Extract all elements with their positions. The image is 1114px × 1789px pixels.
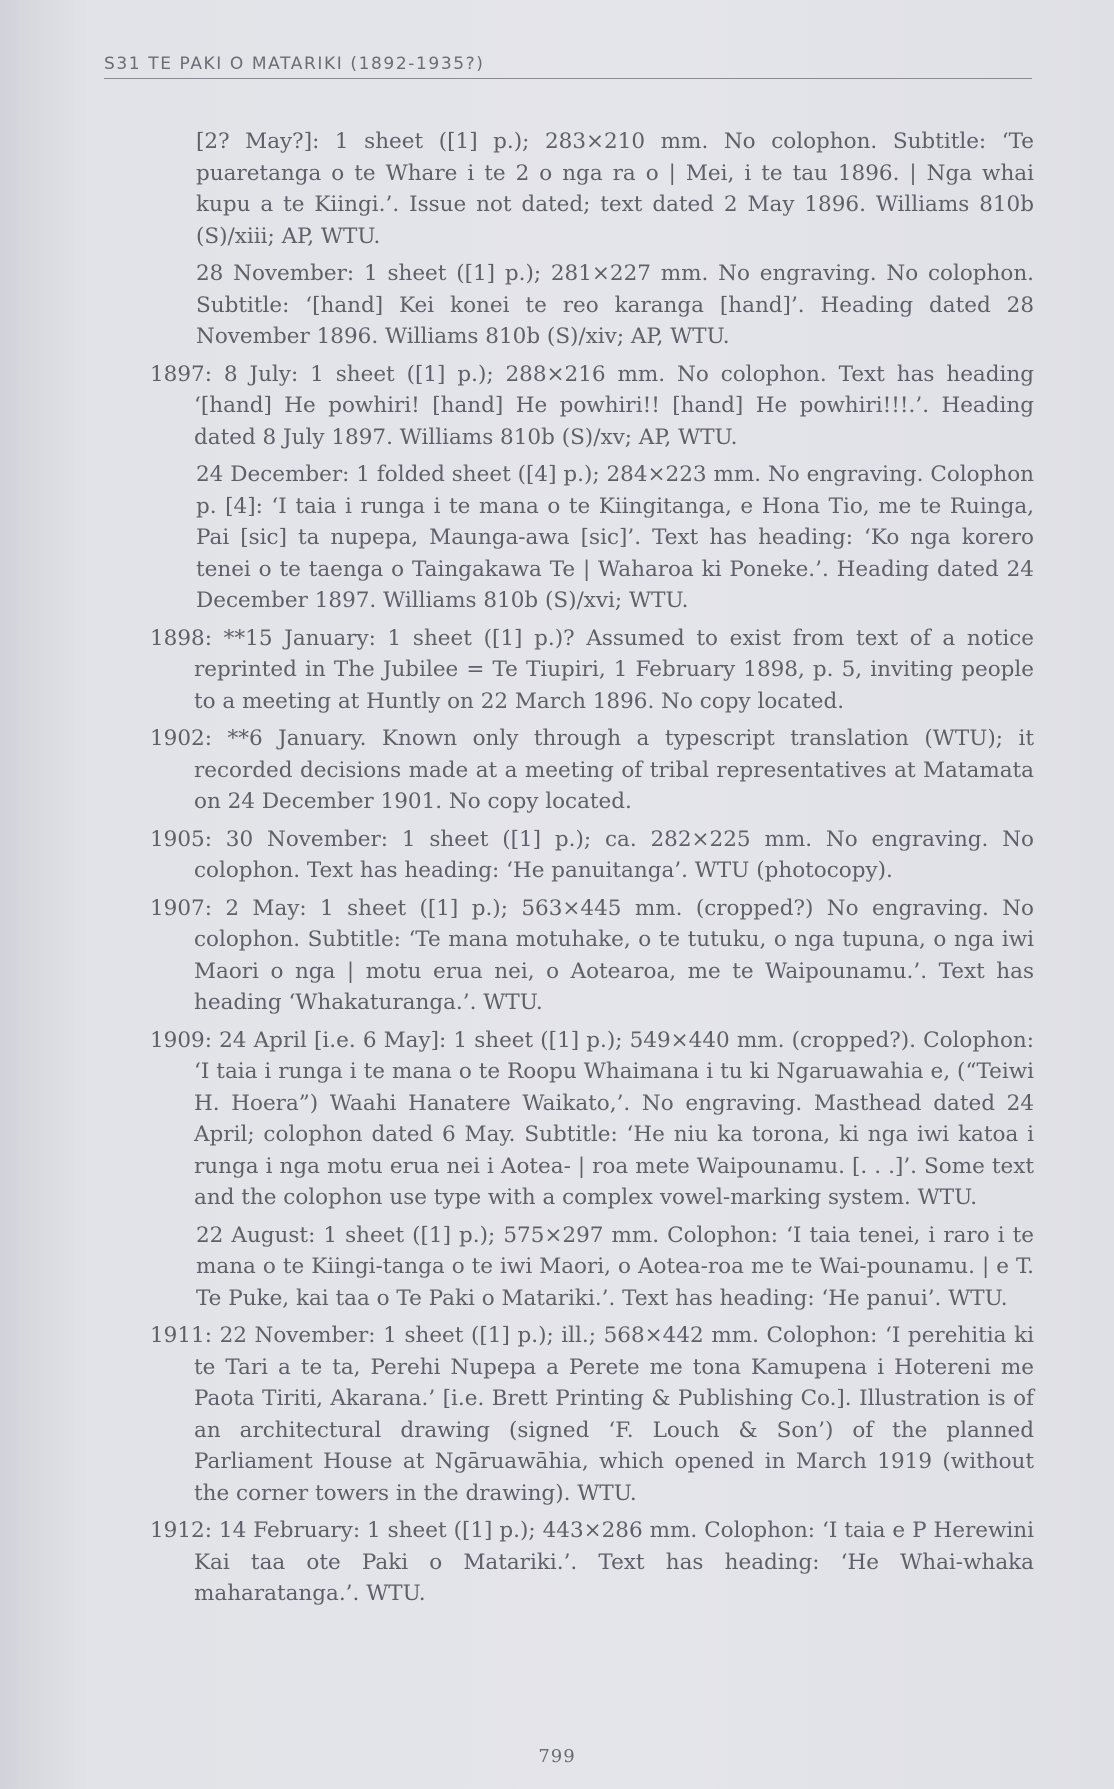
running-head: S31 TE PAKI O MATARIKI (1892-1935?) xyxy=(104,54,1032,79)
entry-1909-august: 22 August: 1 sheet ([1] p.); 575×297 mm. Colophon: ‘I taia tenei, i raro i te mana o te Kiingi-tanga o te iwi Maori, o Aotea-roa me te Wai-pounamu. | e T. Te Puke, kai taa o Te Paki o Matariki.’. Text has heading: ‘He panui’. WTU. xyxy=(196,1222,1034,1311)
entry-1911: 1911: 22 November: 1 sheet ([1] p.); ill.; 568×442 mm. Colophon: ‘I perehitia ki te Tari a te ta, Perehi Nupepa a Perete me tona Kamupena i Hotereni me Paota Tiriti, Akarana.’ [i.e. Brett Printing & Publishing Co.]. Illustration is of an architectural drawing (signed ‘F. Louch & Son’) of the planned Parliament House at Ngāruawāhia, which opened in March 1919 (without the corner towers in the drawing). WTU. xyxy=(150,1323,1034,1506)
entry-1896-november: 28 November: 1 sheet ([1] p.); 281×227 mm. No engraving. No colophon. Subtitle: ‘[hand] Kei konei te reo karanga [hand]’. Heading dated 28 November 1896. Williams 810b (S)/xiv; AP, WTU. xyxy=(196,261,1034,349)
entry-1905: 1905: 30 November: 1 sheet ([1] p.); ca. 282×225 mm. No engraving. No colophon. Text has heading: ‘He panuitanga’. WTU (photocopy). xyxy=(150,826,1034,883)
bibliography-entries xyxy=(150,126,1034,1616)
entry-1897-july: 1897: 8 July: 1 sheet ([1] p.); 288×216 mm. No colophon. Text has heading ‘[hand] He powhiri! [hand] He powhiri!! [hand] He powhiri!!!.’. Heading dated 8 July 1897. Williams 810b (S)/xv; AP, WTU. xyxy=(150,361,1034,450)
entry-1907: 1907: 2 May: 1 sheet ([1] p.); 563×445 mm. (cropped?) No engraving. No colophon. Subtitle: ‘Te mana motuhake, o te tutuku, o nga tupuna, o nga iwi Maori o nga | motu erua nei, o Aotearoa, me te Waipounamu.’. Text has heading ‘Whakaturanga.’. WTU. xyxy=(150,895,1034,1015)
entry-1909-april: 1909: 24 April [i.e. 6 May]: 1 sheet ([1] p.); 549×440 mm. (cropped?). Colophon: ‘I taia i runga i te mana o te Roopu Whaimana i tu ki Ngaruawahia e, (“Teiwi H. Hoera”) Waahi Hanatere Waikato,’. No engraving. Masthead dated 24 April; colophon dated 6 May. Subtitle: ‘He niu ka torona, ki nga iwi katoa i runga i nga motu erua nei i Aotea- | roa mete Waipounamu. [. . .]’. Some text and the colophon use type with a complex vowel-marking system. WTU. xyxy=(150,1027,1034,1210)
entry-1897-december: 24 December: 1 folded sheet ([4] p.); 284×223 mm. No engraving. Colophon p. [4]: ‘I taia i runga i te mana o te Kiingitanga, e Hona Tio, me te Ruinga, Pai [sic] ta nupepa, Maunga-awa [sic]’. Text has heading: ‘Ko nga korero tenei o te taenga o Taingakawa Te | Waharoa ki Poneke.’. Heading dated 24 December 1897. Williams 810b (S)/xvi; WTU. xyxy=(196,462,1034,613)
entry-1912: 1912: 14 February: 1 sheet ([1] p.); 443×286 mm. Colophon: ‘I taia e P Herewini Kai taa ote Paki o Matariki.’. Text has heading: ‘He Whai-whaka maharatanga.’. WTU. xyxy=(150,1518,1034,1606)
page-number: 799 xyxy=(538,1746,576,1767)
entry-1896-may: [2? May?]: 1 sheet ([1] p.); 283×210 mm. No colophon. Subtitle: ‘Te puaretanga o te Whare i te 2 o nga ra o | Mei, i te tau 1896. | Nga whai kupu a te Kiingi.’. Issue not dated; text dated 2 May 1896. Williams 810b (S)/xiii; AP, WTU. xyxy=(196,129,1034,249)
entry-1902: 1902: **6 January. Known only through a typescript translation (WTU); it recorded decisions made at a meeting of tribal representatives at Matamata on 24 December 1901. No copy located. xyxy=(150,726,1034,814)
entry-1898: 1898: **15 January: 1 sheet ([1] p.)? Assumed to exist from text of a notice reprinted in The Jubilee = Te Tiupiri, 1 February 1898, p. 5, inviting people to a meeting at Huntly on 22 March 1896. No copy located. xyxy=(150,625,1034,714)
